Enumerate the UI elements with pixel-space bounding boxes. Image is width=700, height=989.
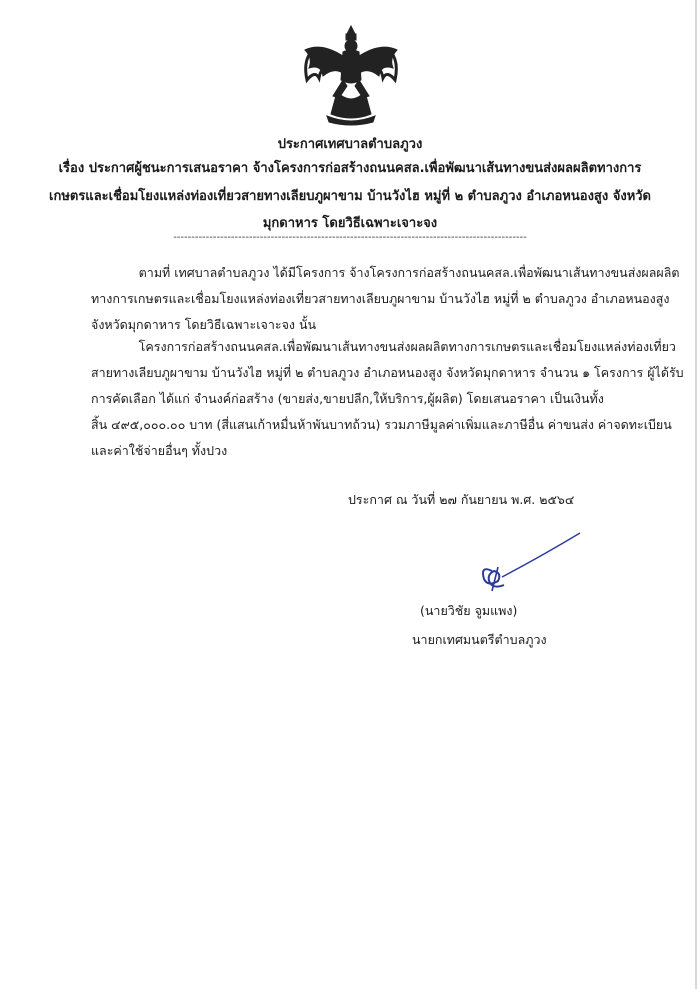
paragraph-line: จังหวัดมุกดาหาร โดยวิธีเฉพาะเจาะจง นั้น	[91, 317, 317, 332]
paragraph-line: ทางการเกษตรและเชื่อมโยงแหล่งท่องเที่ยวสายทางเลียบภูผาขาม บ้านวังไฮ หมู่ที่ ๒ ตำบลภูวง อำเภอหนองสูง	[91, 291, 670, 306]
paragraph-line: ตามที่ เทศบาลตำบลภูวง ได้มีโครงการ จ้างโครงการก่อสร้างถนนคสล.เพื่อพัฒนาเส้นทางขนส่งผลผลิต	[91, 265, 680, 280]
paragraph-line: และค่าใช้จ่ายอื่นๆ ทั้งปวง	[91, 443, 228, 458]
subject-line: มุกดาหาร โดยวิธีเฉพาะเจาะจง	[262, 216, 438, 231]
announcement-title: ประกาศเทศบาลตำบลภูวง	[277, 137, 423, 152]
paragraph-line: โครงการก่อสร้างถนนคสล.เพื่อพัฒนาเส้นทางขนส่งผลผลิตทางการเกษตรและเชื่อมโยงแหล่งท่องเที่ยว	[91, 339, 676, 354]
paragraph-line: สิ้น ๔๙๕,๐๐๐.๐๐ บาท (สี่แสนเก้าหมื่นห้าพันบาทถ้วน) รวมภาษีมูลค่าเพิ่มและภาษีอื่น ค่าขนส่ง ค่าจดทะเบียน	[91, 417, 672, 432]
paragraph-line: การคัดเลือก ได้แก่ จำนงค์ก่อสร้าง (ขายส่ง,ขายปลีก,ให้บริการ,ผู้ผลิต) โดยเสนอราคา เป็นเงินทั้ง	[91, 391, 604, 406]
signer-name: (นายวิชัย จูมแพง)	[420, 603, 518, 618]
divider-line: --------------------------------------------------------------------------------------------------	[173, 232, 527, 243]
paragraph-background	[91, 263, 680, 335]
garuda-emblem-icon	[299, 22, 403, 128]
handwritten-signature	[440, 527, 590, 597]
signer-title: นายกเทศมนตรีตำบลภูวง	[412, 632, 547, 647]
announce-date: ประกาศ ณ วันที่ ๒๗ กันยายน พ.ศ. ๒๕๖๔	[348, 492, 575, 507]
subject-line: เรื่อง ประกาศผู้ชนะการเสนอราคา จ้างโครงการก่อสร้างถนนคสล.เพื่อพัฒนาเส้นทางขนส่งผลผลิตทางการ	[58, 161, 642, 176]
subject-line: เกษตรและเชื่อมโยงแหล่งท่องเที่ยวสายทางเลียบภูผาขาม บ้านวังไฮ หมู่ที่ ๒ ตำบลภูวง อำเภอหนองสูง จังหวัด	[49, 189, 651, 204]
paragraph-line: สายทางเลียบภูผาขาม บ้านวังไฮ หมู่ที่ ๒ ตำบลภูวง อำเภอหนองสูง จังหวัดมุกดาหาร จำนวน ๑ โครงการ ผู้ได้รับ	[91, 365, 684, 380]
page-edge-shadow	[691, 0, 700, 989]
paragraph-award	[91, 337, 684, 461]
